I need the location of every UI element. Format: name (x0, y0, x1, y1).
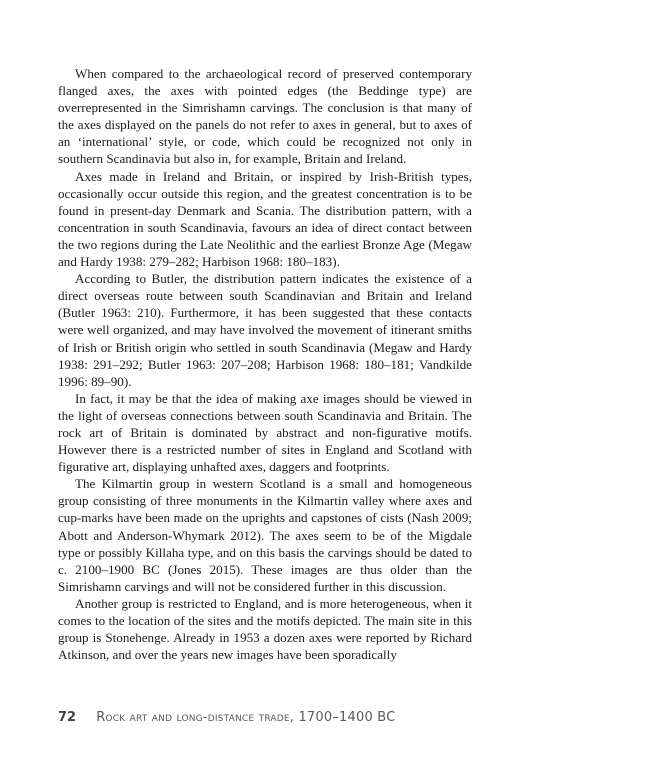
page-footer (58, 706, 538, 725)
paragraph: In fact, it may be that the idea of making axe images should be viewed in the light of overseas connections between south Scandinavia and Britain. The rock art of Britain is dominated by abstract and non-figurative motifs. However there is a restricted number of sites in England and Scotland with figurative art, displaying unhafted axes, daggers and footprints. (58, 390, 472, 475)
paragraph: According to Butler, the distribution pattern indicates the existence of a direct overseas route between south Scandinavian and Britain and Ireland (Butler 1963: 210). Furthermore, it has been suggested that these contacts were well organized, and may have involved the movement of itinerant smiths of Irish or British origin who settled in south Scandinavia (Megaw and Hardy 1938: 291–292; Butler 1963: 207–208; Harbison 1968: 180–181; Vandkilde 1996: 89–90). (58, 271, 472, 389)
paragraph: Another group is restricted to England, and is more heterogeneous, when it comes to the location of the sites and the motifs depicted. The main site in this group is Stonehenge. Already in 1953 a dozen axes were reported by Richard Atkinson, and over the years new images have been sporadically (58, 595, 472, 663)
paragraph: When compared to the archaeological record of preserved contemporary flanged axes, the axes with pointed edges (the Beddinge type) are overrepresented in the Simrishamn carvings. The conclusion is that many of the axes displayed on the panels do not refer to axes in general, but to axes of an ‘international’ style, or code, which could be recognized not only in southern Scandinavia but also in, for example, Britain and Ireland. (58, 66, 472, 167)
paragraph: The Kilmartin group in western Scotland is a small and homogeneous group consisting of three monuments in the Kilmartin valley where axes and cup-marks have been made on the uprights and capstones of cists (Nash 2009; Abott and Anderson-Whymark 2012). The axes seem to be of the Migdale type or possibly Killaha type, and on this basis the carvings should be dated to c. 2100–1900 BC (Jones 2015). These images are thus older than the Simrishamn carvings and will not be considered further in this discussion. (58, 476, 472, 594)
body-text (58, 65, 472, 663)
page-number: 72 (58, 710, 77, 725)
running-title: Rock art and long-distance trade, 1700–1400 BC (96, 710, 396, 725)
paragraph: Axes made in Ireland and Britain, or inspired by Irish-British types, occasionally occur outside this region, and the greatest concentration is to be found in present-day Denmark and Scania. The distribution pattern, with a concentration in south Scandinavia, favours an idea of direct contact between the two regions during the Late Neolithic and the earliest Bronze Age (Megaw and Hardy 1938: 279–282; Harbison 1968: 180–183). (58, 168, 472, 270)
